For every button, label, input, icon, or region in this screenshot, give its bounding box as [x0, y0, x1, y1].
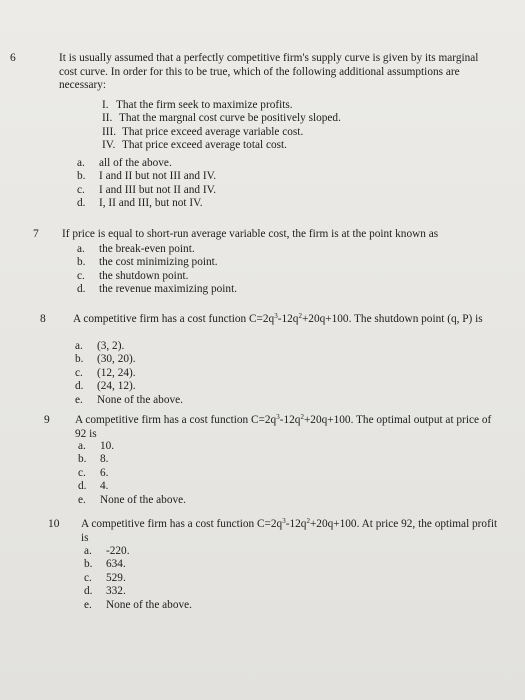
option-label: d. — [84, 585, 93, 598]
assumption-label: IV. — [102, 139, 116, 152]
option-text: all of the above. — [99, 157, 172, 169]
option-label: c. — [84, 571, 92, 584]
option-item — [77, 184, 357, 197]
option-item — [77, 283, 357, 296]
option-label: d. — [78, 480, 87, 493]
assumption-label: II. — [102, 112, 113, 125]
option-label: e. — [84, 598, 92, 611]
option-item — [84, 572, 364, 585]
question-number: 9 — [44, 414, 50, 426]
option-label: b. — [84, 558, 93, 571]
option-item — [77, 197, 357, 210]
option-label: a. — [77, 243, 85, 255]
option-label: b. — [78, 453, 87, 466]
question-stem: It is usually assumed that a perfectly competitive firm's supply curve is given by its marginal cost curve. In order for this to be true, which of the following additional assumptions are necessary: — [59, 52, 479, 92]
option-text: (12, 24). — [97, 366, 136, 379]
option-label: c. — [75, 366, 83, 379]
option-list — [77, 243, 357, 297]
question-stem: A competitive firm has a cost function $C=2q^3-12q^2+20q+100$. The optimal output at price of 92 is — [75, 413, 492, 440]
option-text: -220. — [106, 545, 130, 557]
option-item — [75, 380, 355, 393]
option-item — [77, 170, 357, 183]
option-item — [75, 394, 355, 407]
option-text: 332. — [106, 585, 126, 598]
option-text: 529. — [106, 571, 126, 584]
option-list — [77, 157, 357, 211]
option-text: 4. — [100, 480, 109, 493]
question-number: 8 — [40, 313, 46, 325]
option-item — [84, 599, 364, 612]
option-item — [78, 467, 358, 480]
option-item — [84, 545, 364, 558]
question-number: 10 — [48, 518, 60, 530]
option-text: I and III but not II and IV. — [99, 183, 217, 196]
option-text: 634. — [106, 558, 126, 571]
option-label: b. — [77, 170, 86, 183]
option-label: a. — [75, 340, 83, 352]
option-label: d. — [77, 197, 86, 210]
option-label: e. — [78, 493, 86, 506]
assumption-item — [102, 126, 432, 139]
option-text: the break-even point. — [99, 243, 195, 255]
option-text: the revenue maximizing point. — [99, 283, 238, 296]
assumption-item — [102, 139, 432, 152]
option-item — [78, 494, 358, 507]
option-text: the shutdown point. — [99, 269, 189, 282]
option-item — [77, 243, 357, 256]
option-list — [84, 545, 364, 612]
assumption-item — [102, 112, 432, 125]
assumption-item — [102, 99, 432, 112]
option-text: I and II but not III and IV. — [99, 170, 217, 183]
option-text: None of the above. — [100, 493, 186, 506]
option-text: 10. — [100, 440, 115, 452]
option-label: b. — [77, 256, 86, 269]
option-item — [75, 367, 355, 380]
assumption-text: That the firm seek to maximize profits. — [116, 99, 293, 111]
option-label: a. — [84, 545, 92, 557]
option-item — [77, 270, 357, 283]
option-label: e. — [75, 393, 83, 406]
option-item — [77, 157, 357, 170]
question-stem: A competitive firm has a cost function $C=2q^3-12q^2+20q+100$. At price 92, the optimal profit is — [81, 517, 498, 544]
option-text: 8. — [100, 453, 109, 466]
assumption-text: That price exceed average total cost. — [122, 139, 287, 152]
option-item — [84, 585, 364, 598]
option-item — [75, 353, 355, 366]
option-label: c. — [77, 183, 85, 196]
option-text: None of the above. — [97, 393, 183, 406]
question-stem: A competitive firm has a cost function $C=2q^3-12q^2+20q+100$. The shutdown point (q, P) is — [73, 312, 483, 325]
option-text: 6. — [100, 466, 109, 479]
option-label: d. — [75, 380, 84, 393]
question-number: 6 — [10, 52, 16, 64]
assumption-label: III. — [102, 125, 117, 138]
option-label: a. — [77, 157, 85, 169]
option-list — [75, 340, 355, 407]
option-label: c. — [78, 466, 86, 479]
assumption-text: That the margnal cost curve be positively sloped. — [119, 112, 341, 125]
assumption-text: That price exceed average variable cost. — [122, 125, 304, 138]
option-list — [78, 440, 358, 507]
option-text: I, II and III, but not IV. — [99, 197, 203, 210]
option-label: a. — [78, 440, 86, 452]
option-item — [78, 480, 358, 493]
option-item — [77, 256, 357, 269]
question-stem: If price is equal to short-run average variable cost, the firm is at the point known as — [62, 228, 439, 240]
option-text: the cost minimizing point. — [99, 256, 218, 269]
option-label: b. — [75, 353, 84, 366]
option-item — [75, 340, 355, 353]
question-number: 7 — [33, 228, 39, 240]
option-text: (30, 20). — [97, 353, 136, 366]
option-item — [78, 453, 358, 466]
option-label: c. — [77, 269, 85, 282]
option-text: (3, 2). — [97, 340, 125, 352]
option-item — [78, 440, 358, 453]
assumption-list — [102, 99, 432, 153]
option-label: d. — [77, 283, 86, 296]
option-text: (24, 12). — [97, 380, 136, 393]
option-text: None of the above. — [106, 598, 192, 611]
assumption-label: I. — [102, 99, 109, 111]
option-item — [84, 558, 364, 571]
